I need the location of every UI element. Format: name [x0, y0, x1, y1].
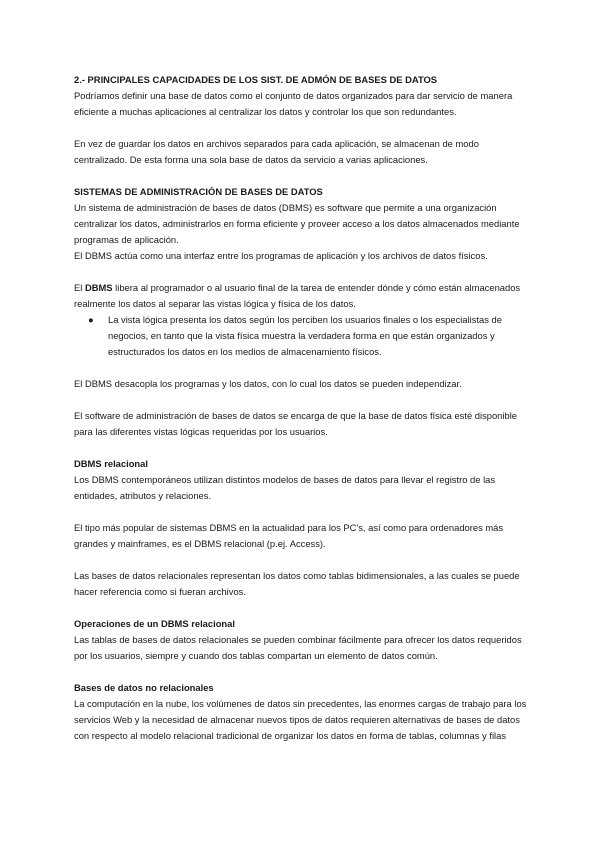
bullet-icon: ● — [88, 314, 94, 325]
document-body — [74, 72, 534, 744]
paragraph-modelos: Los DBMS contemporáneos utilizan distintos modelos de bases de datos para llevar el registro de las entidades, atributos y relaciones. — [74, 474, 496, 501]
heading-relacional: DBMS relacional — [74, 458, 148, 469]
paragraph-software: El software de administración de bases de datos se encarga de que la base de datos física esté disponible para las diferentes vistas lógicas requeridas por los usuarios. — [74, 410, 517, 437]
paragraph-dbms-libera: El DBMS libera al programador o al usuario final de la tarea de entender dónde y cómo están almacenados realmente los datos al separar las vistas lógica y física de los datos. — [74, 282, 521, 309]
paragraph-nube: La computación en la nube, los volúmenes de datos sin precedentes, las enormes cargas de trabajo para los servicios Web y la necesidad de almacenar nuevos tipos de datos requieren alternativas de bases de datos con respecto al modelo relacional tradicional de organizar los datos en forma de tablas, columnas y filas — [74, 698, 527, 741]
list-item: ● La vista lógica presenta los datos según los perciben los usuarios finales o los especialistas de negocios, en tanto que la vista física muestra la verdadera forma en que están organizados y estructurados los datos en los medios de almacenamiento físicos. — [88, 314, 502, 357]
heading-no-relacionales: Bases de datos no relacionales — [74, 682, 214, 693]
paragraph-combinar: Las tablas de bases de datos relacionales se pueden combinar fácilmente para ofrecer los datos requeridos por los usuarios, siempre y cuando dos tablas compartan un elemento de datos común. — [74, 634, 522, 661]
bullet-list — [74, 312, 534, 360]
dbms-bold: DBMS — [84, 282, 113, 293]
heading-sistemas: SISTEMAS DE ADMINISTRACIÓN DE BASES DE DATOS — [74, 186, 323, 197]
heading-operaciones: Operaciones de un DBMS relacional — [74, 618, 235, 629]
paragraph-dbms-definition: Un sistema de administración de bases de datos (DBMS) es software que permite a una organización centralizar los datos, administrarlos en forma eficiente y proveer acceso a los datos almacenados mediante programas de aplicación. — [74, 202, 520, 245]
paragraph-dbms-interface: El DBMS actúa como una interfaz entre los programas de aplicación y los archivos de datos físicos. — [74, 250, 488, 261]
paragraph-centralization: En vez de guardar los datos en archivos separados para cada aplicación, se almacenan de modo centralizado. De esta forma una sola base de datos da servicio a varias aplicaciones. — [74, 138, 479, 165]
paragraph-popular: El tipo más popular de sistemas DBMS en la actualidad para los PC's, así como para ordenadores más grandes y mainframes, es el DBMS relacional (p.ej. Access). — [74, 522, 504, 549]
paragraph-desacopla: El DBMS desacopla los programas y los datos, con lo cual los datos se pueden independizar. — [74, 378, 462, 389]
paragraph-tablas: Las bases de datos relacionales representan los datos como tablas bidimensionales, a las cuales se puede hacer referencia como si fueran archivos. — [74, 570, 520, 597]
section-title: 2.- PRINCIPALES CAPACIDADES DE LOS SIST. DE ADMÓN DE BASES DE DATOS — [74, 74, 438, 85]
paragraph-definition: Podríamos definir una base de datos como el conjunto de datos organizados para dar servicio de manera eficiente a muchas aplicaciones al centralizar los datos y controlar los que son redundantes. — [74, 90, 513, 117]
